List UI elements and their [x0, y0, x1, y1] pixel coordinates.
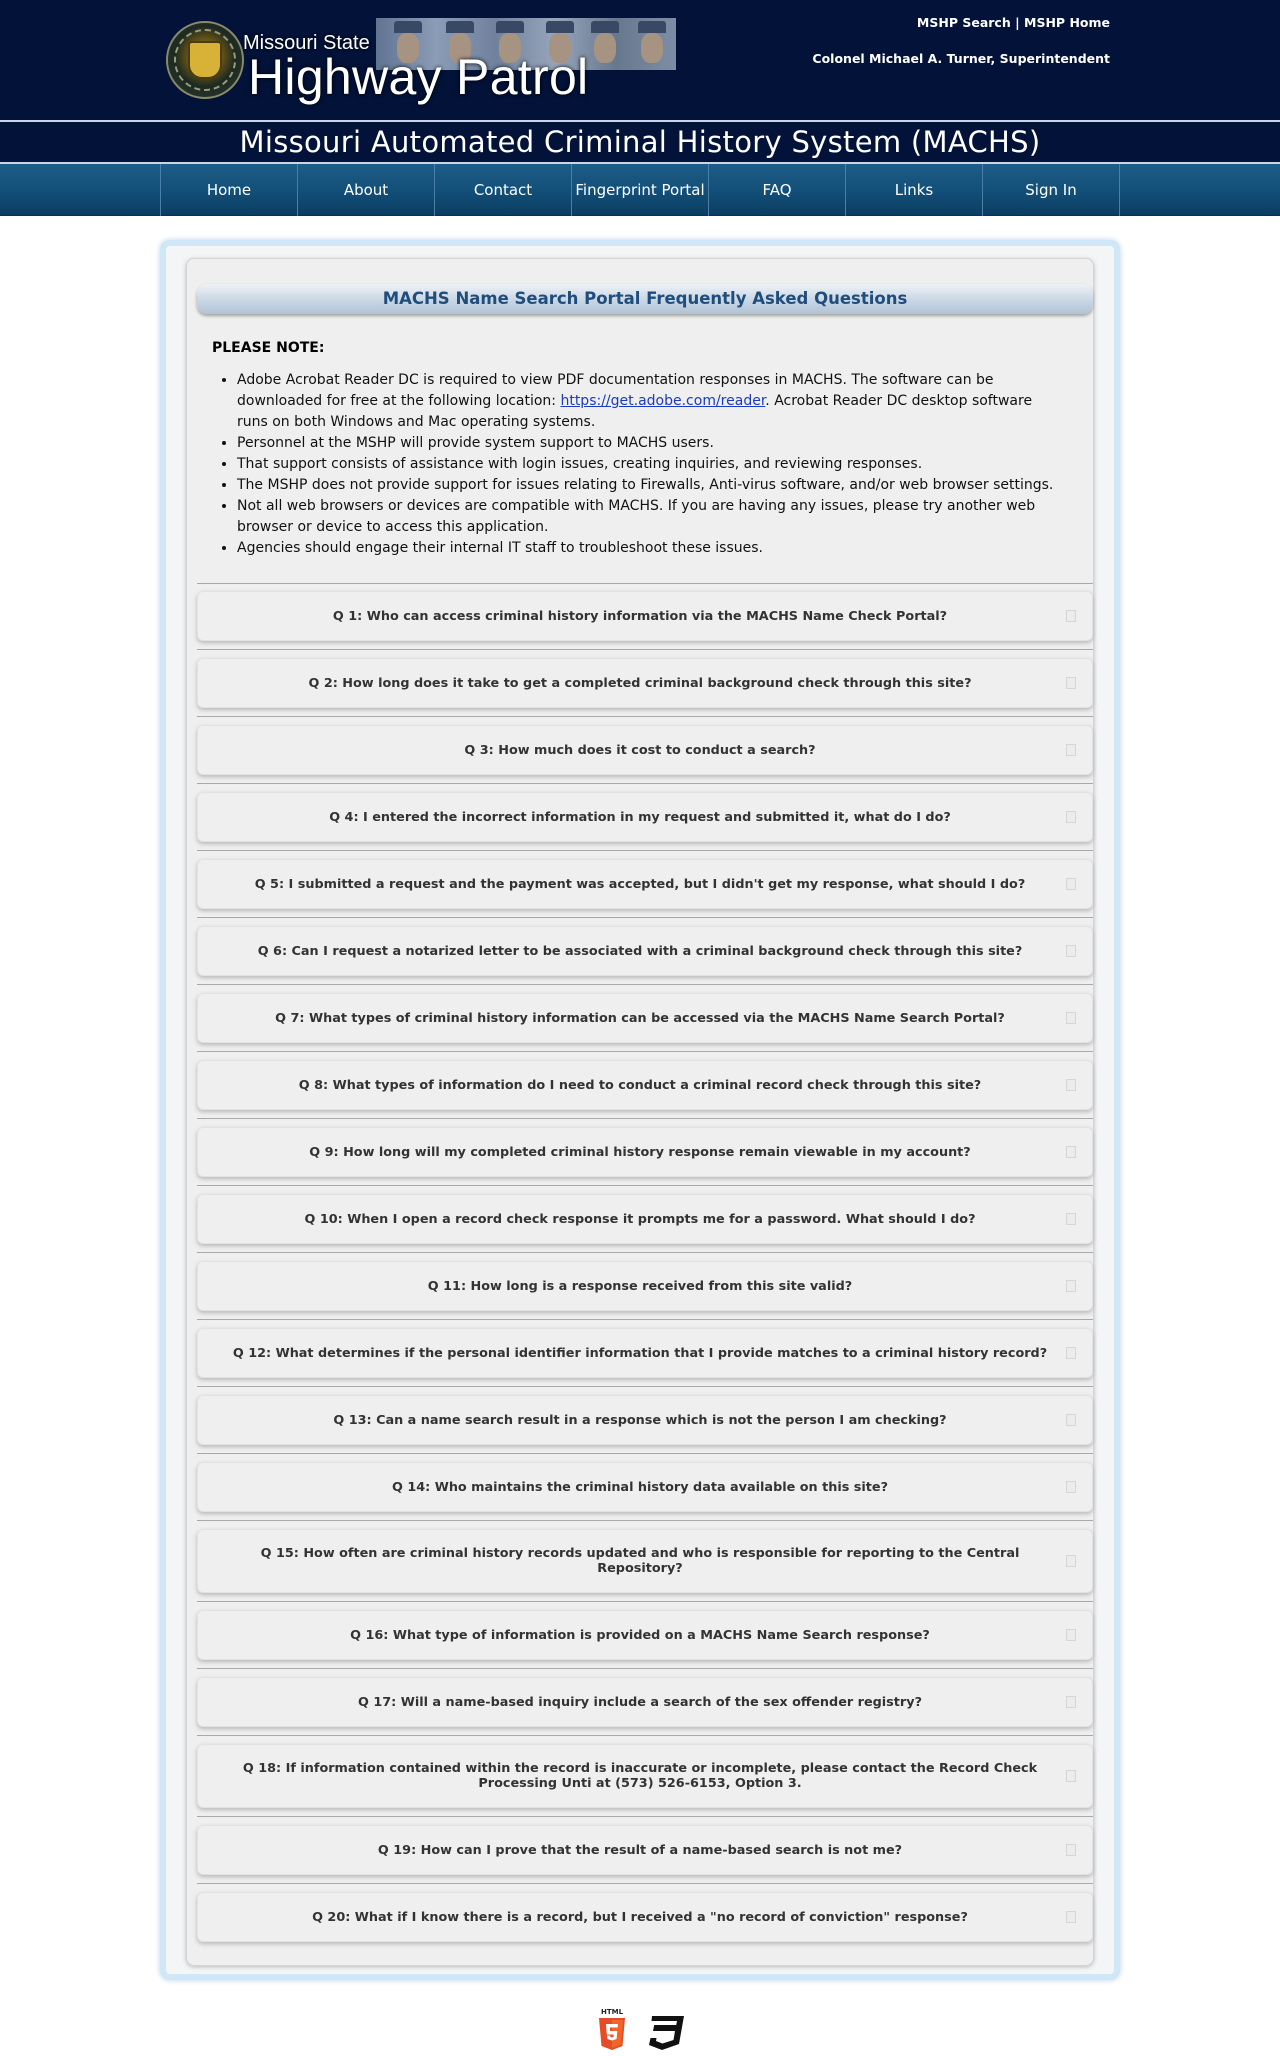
- notes-list: [237, 370, 1067, 559]
- expand-icon[interactable]: [1066, 610, 1076, 622]
- system-title: Missouri Automated Criminal History System (MACHS): [239, 125, 1041, 159]
- faq-divider: [197, 1252, 1093, 1253]
- faq-divider: [197, 1520, 1093, 1521]
- footer-badges: [596, 2008, 690, 2052]
- faq-question-text: Q 7: What types of criminal history information can be accessed via the MACHS Name Search Portal?: [275, 1010, 1005, 1026]
- faq-divider: [197, 1601, 1093, 1602]
- expand-icon[interactable]: [1066, 1629, 1076, 1641]
- note-text: Adobe Acrobat Reader DC is required to view PDF documentation responses in MACHS. The software can be downloaded for free at the following location:: [237, 372, 994, 409]
- faq-divider: [197, 649, 1093, 650]
- faq-item-q17[interactable]: [197, 1677, 1093, 1727]
- faq-item-q14[interactable]: [197, 1462, 1093, 1512]
- faq-question-text: Q 13: Can a name search result in a response which is not the person I am checking?: [333, 1412, 947, 1428]
- html5-label: HTML: [600, 2008, 624, 2016]
- content-frame: [160, 240, 1120, 1980]
- note-title: PLEASE NOTE:: [212, 340, 325, 356]
- note-item: • Agencies should engage their internal IT staff to troubleshoot these issues.: [237, 538, 1067, 559]
- faq-divider: [197, 1051, 1093, 1052]
- expand-icon[interactable]: [1066, 744, 1076, 756]
- nav-contact[interactable]: Contact: [434, 164, 571, 216]
- main-nav: [0, 164, 1280, 216]
- faq-item-q5[interactable]: [197, 859, 1093, 909]
- faq-divider: [197, 783, 1093, 784]
- expand-icon[interactable]: [1066, 1347, 1076, 1359]
- faq-question-text: Q 18: If information contained within the record is inaccurate or incomplete, please contact the Record Check Processing Unti at (573) 526-6153, Option 3.: [242, 1761, 1038, 1791]
- highway-patrol-seal-icon: [166, 21, 244, 99]
- faq-question-text: Q 4: I entered the incorrect information in my request and submitted it, what do I do?: [329, 809, 951, 825]
- faq-question-text: Q 5: I submitted a request and the payment was accepted, but I didn't get my response, what should I do?: [254, 876, 1026, 892]
- superintendent-label: Colonel Michael A. Turner, Superintendent: [812, 51, 1110, 66]
- expand-icon[interactable]: [1066, 677, 1076, 689]
- mshp-search-link[interactable]: MSHP Search: [916, 15, 1011, 30]
- note-item: • Personnel at the MSHP will provide system support to MACHS users.: [237, 433, 1067, 454]
- faq-item-q12[interactable]: [197, 1328, 1093, 1378]
- adobe-reader-link[interactable]: https://get.adobe.com/reader: [560, 393, 766, 409]
- faq-card: [186, 258, 1094, 1966]
- faq-question-text: Q 17: Will a name-based inquiry include a search of the sex offender registry?: [357, 1694, 922, 1710]
- faq-divider: [197, 716, 1093, 717]
- faq-question-text: Q 8: What types of information do I need to conduct a criminal record check through this site?: [298, 1077, 982, 1093]
- faq-question-text: Q 20: What if I know there is a record, but I received a "no record of conviction" response?: [312, 1909, 968, 1925]
- faq-divider: [197, 1816, 1093, 1817]
- nav-sign-in[interactable]: Sign In: [982, 164, 1120, 216]
- site-header: [0, 0, 1280, 120]
- faq-question-text: Q 9: How long will my completed criminal history response remain viewable in my account?: [309, 1144, 971, 1160]
- header-links: [917, 15, 1110, 30]
- nav-home[interactable]: Home: [160, 164, 297, 216]
- nav-fingerprint-portal[interactable]: Fingerprint Portal: [571, 164, 708, 216]
- expand-icon[interactable]: [1066, 1911, 1076, 1923]
- css3-icon: [646, 2012, 686, 2052]
- faq-question-text: Q 1: Who can access criminal history information via the MACHS Name Check Portal?: [332, 608, 948, 624]
- faq-item-q4[interactable]: [197, 792, 1093, 842]
- faq-divider: [197, 850, 1093, 851]
- note-item: [237, 370, 1067, 433]
- faq-divider: [197, 1118, 1093, 1119]
- faq-divider: [197, 917, 1093, 918]
- faq-heading: MACHS Name Search Portal Frequently Asked Questions: [197, 284, 1093, 314]
- faq-question-text: Q 15: How often are criminal history records updated and who is responsible for reporting to the Central Repository?: [260, 1546, 1020, 1576]
- brand-state-label: Missouri State: [243, 32, 370, 54]
- expand-icon[interactable]: [1066, 1844, 1076, 1856]
- mshp-brand-logo[interactable]: [166, 18, 676, 110]
- nav-faq[interactable]: FAQ: [708, 164, 845, 216]
- expand-icon[interactable]: [1066, 945, 1076, 957]
- expand-icon[interactable]: [1066, 811, 1076, 823]
- faq-item-q7[interactable]: [197, 993, 1093, 1043]
- expand-icon[interactable]: [1066, 1414, 1076, 1426]
- faq-divider: [197, 1185, 1093, 1186]
- expand-icon[interactable]: [1066, 1481, 1076, 1493]
- expand-icon[interactable]: [1066, 1213, 1076, 1225]
- faq-divider: [197, 1883, 1093, 1884]
- faq-item-q8[interactable]: [197, 1060, 1093, 1110]
- faq-item-q19[interactable]: [197, 1825, 1093, 1875]
- faq-item-q13[interactable]: [197, 1395, 1093, 1445]
- faq-question-text: Q 3: How much does it cost to conduct a search?: [464, 742, 816, 758]
- faq-question-text: Q 2: How long does it take to get a completed criminal background check through this site?: [308, 675, 972, 691]
- faq-item-q16[interactable]: [197, 1610, 1093, 1660]
- faq-item-q18[interactable]: [197, 1744, 1093, 1808]
- expand-icon[interactable]: [1066, 1555, 1076, 1567]
- faq-question-text: Q 11: How long is a response received from this site valid?: [427, 1278, 853, 1294]
- note-item: • That support consists of assistance with login issues, creating inquiries, and reviewing responses.: [237, 454, 1067, 475]
- expand-icon[interactable]: [1066, 1079, 1076, 1091]
- system-title-bar: [0, 120, 1280, 164]
- faq-divider: [197, 1668, 1093, 1669]
- nav-links[interactable]: Links: [845, 164, 982, 216]
- expand-icon[interactable]: [1066, 1696, 1076, 1708]
- nav-about[interactable]: About: [297, 164, 434, 216]
- expand-icon[interactable]: [1066, 878, 1076, 890]
- brand-title: Highway Patrol: [248, 49, 589, 105]
- faq-divider: [197, 1453, 1093, 1454]
- faq-question-text: Q 6: Can I request a notarized letter to be associated with a criminal background check through this site?: [257, 943, 1023, 959]
- expand-icon[interactable]: [1066, 1012, 1076, 1024]
- note-item: • The MSHP does not provide support for issues relating to Firewalls, Anti-virus software, and/or web browser settings.: [237, 475, 1067, 496]
- faq-item-q10[interactable]: [197, 1194, 1093, 1244]
- note-text: . Acrobat Reader DC desktop software runs on both Windows and Mac operating systems.: [237, 393, 1033, 430]
- faq-item-q2[interactable]: [197, 658, 1093, 708]
- html5-icon: [596, 2008, 628, 2052]
- faq-divider: [197, 1735, 1093, 1736]
- mshp-home-link[interactable]: MSHP Home: [1024, 15, 1110, 30]
- header-link-separator: |: [1015, 15, 1020, 30]
- faq-item-q6[interactable]: [197, 926, 1093, 976]
- faq-divider: [197, 1386, 1093, 1387]
- faq-question-text: Q 12: What determines if the personal identifier information that I provide matches to a criminal history record?: [232, 1345, 1048, 1361]
- faq-item-q20[interactable]: [197, 1892, 1093, 1942]
- note-item: • Not all web browsers or devices are compatible with MACHS. If you are having any issues, please try another web browser or device to access this application.: [237, 496, 1067, 538]
- faq-item-q11[interactable]: [197, 1261, 1093, 1311]
- faq-question-text: Q 14: Who maintains the criminal history data available on this site?: [391, 1479, 889, 1495]
- expand-icon[interactable]: [1066, 1770, 1076, 1782]
- faq-question-text: Q 19: How can I prove that the result of a name-based search is not me?: [377, 1842, 903, 1858]
- faq-item-q3[interactable]: [197, 725, 1093, 775]
- faq-item-q9[interactable]: [197, 1127, 1093, 1177]
- faq-question-text: Q 10: When I open a record check response it prompts me for a password. What should I do?: [304, 1211, 976, 1227]
- faq-question-text: Q 16: What type of information is provided on a MACHS Name Search response?: [350, 1627, 930, 1643]
- expand-icon[interactable]: [1066, 1146, 1076, 1158]
- faq-item-q15[interactable]: [197, 1529, 1093, 1593]
- faq-divider: [197, 984, 1093, 985]
- faq-divider: [197, 583, 1093, 584]
- faq-item-q1[interactable]: [197, 591, 1093, 641]
- expand-icon[interactable]: [1066, 1280, 1076, 1292]
- faq-divider: [197, 1319, 1093, 1320]
